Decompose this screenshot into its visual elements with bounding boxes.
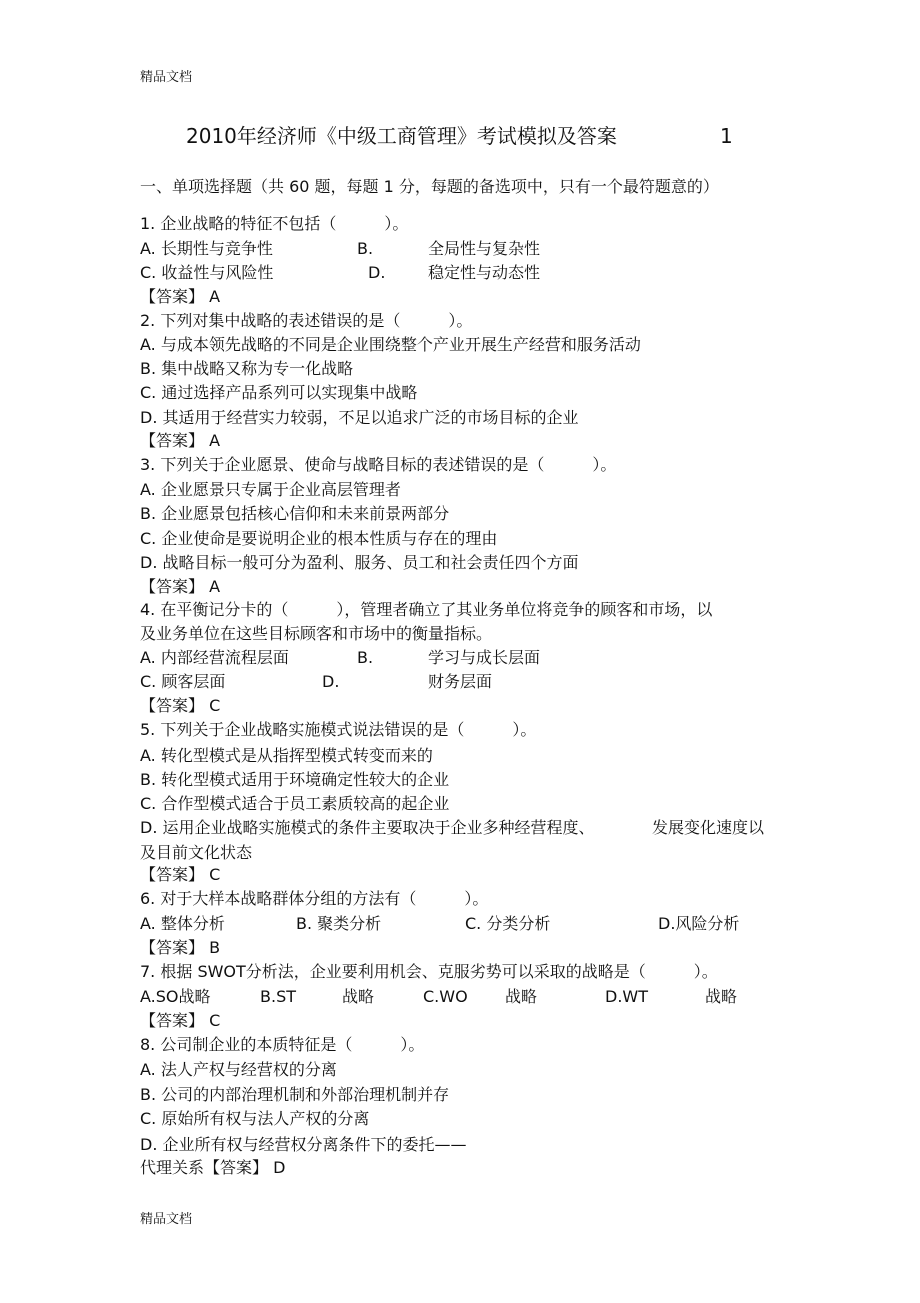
question-3-option-a: A. 企业愿景只专属于企业高层管理者 bbox=[140, 480, 401, 499]
question-3-stem: 3. 下列关于企业愿景、使命与战略目标的表述错误的是（ ）。 bbox=[140, 455, 617, 474]
question-2-option-a: A. 与成本领先战略的不同是企业围绕整个产业开展生产经营和服务活动 bbox=[140, 335, 641, 354]
question-4-option-d: 财务层面 bbox=[428, 672, 493, 691]
question-1-option-c: C. 收益性与风险性 bbox=[140, 263, 274, 282]
question-7-option-b: B.ST bbox=[260, 987, 296, 1006]
question-1-stem: 1. 企业战略的特征不包括（ ）。 bbox=[140, 214, 409, 233]
question-4-answer: 【答案】 C bbox=[140, 696, 221, 715]
question-4-option-d-letter: D. bbox=[322, 672, 340, 691]
question-1-option-b: 全局性与复杂性 bbox=[428, 239, 541, 258]
question-6-option-d: D.风险分析 bbox=[658, 914, 740, 933]
watermark-top: 精品文档 bbox=[140, 70, 193, 85]
question-6-stem: 6. 对于大样本战略群体分组的方法有（ ）。 bbox=[140, 889, 489, 908]
section-heading: 一、单项选择题（共 60 题，每题 1 分，每题的备选项中，只有一个最符题意的） bbox=[140, 177, 719, 196]
question-5-option-b: B. 转化型模式适用于环境确定性较大的企业 bbox=[140, 770, 450, 789]
question-7-stem: 7. 根据 SWOT分析法，企业要利用机会、克服劣势可以采取的战略是（ ）。 bbox=[140, 962, 718, 981]
question-2-option-c: C. 通过选择产品系列可以实现集中战略 bbox=[140, 383, 418, 402]
question-4-stem-line1: 4. 在平衡记分卡的（ ），管理者确立了其业务单位将竞争的顾客和市场，以 bbox=[140, 600, 713, 619]
question-5-option-d-part1: D. 运用企业战略实施模式的条件主要取决于企业多种经营程度、 bbox=[140, 818, 595, 837]
question-5-answer: 【答案】 C bbox=[140, 865, 221, 884]
question-2-stem: 2. 下列对集中战略的表述错误的是（ ）。 bbox=[140, 311, 473, 330]
question-1-option-a: A. 长期性与竞争性 bbox=[140, 239, 273, 258]
question-6-option-b: B. 聚类分析 bbox=[296, 914, 382, 933]
question-3-option-b: B. 企业愿景包括核心信仰和未来前景两部分 bbox=[140, 504, 450, 523]
question-5-stem: 5. 下列关于企业战略实施模式说法错误的是（ ）。 bbox=[140, 720, 537, 739]
question-7-option-b-suffix: 战略 bbox=[342, 987, 375, 1006]
question-1-option-d: 稳定性与动态性 bbox=[428, 263, 541, 282]
question-8-option-d-line2: 代理关系【答案】 D bbox=[140, 1158, 286, 1177]
question-6-answer: 【答案】 B bbox=[140, 938, 221, 957]
question-4-option-b-letter: B. bbox=[357, 648, 374, 667]
question-1-answer: 【答案】 A bbox=[140, 287, 221, 306]
question-3-answer: 【答案】 A bbox=[140, 577, 221, 596]
question-1-option-d-letter: D. bbox=[368, 263, 386, 282]
question-3-option-d: D. 战略目标一般可分为盈利、服务、员工和社会责任四个方面 bbox=[140, 553, 579, 572]
question-8-stem: 8. 公司制企业的本质特征是（ ）。 bbox=[140, 1035, 425, 1054]
question-8-option-d: D. 企业所有权与经营权分离条件下的委托—— bbox=[140, 1135, 467, 1154]
question-8-option-b: B. 公司的内部治理机制和外部治理机制并存 bbox=[140, 1085, 450, 1104]
question-5-option-c: C. 合作型模式适合于员工素质较高的起企业 bbox=[140, 794, 450, 813]
question-2-option-b: B. 集中战略又称为专一化战略 bbox=[140, 359, 354, 378]
question-4-option-c: C. 顾客层面 bbox=[140, 672, 226, 691]
question-2-answer: 【答案】 A bbox=[140, 431, 221, 450]
page-title: 2010年经济师《中级工商管理》考试模拟及答案 bbox=[186, 124, 617, 148]
question-7-option-d: D.WT bbox=[605, 987, 648, 1006]
question-7-option-d-suffix: 战略 bbox=[705, 987, 738, 1006]
question-8-option-a: A. 法人产权与经营权的分离 bbox=[140, 1060, 337, 1079]
question-5-option-a: A. 转化型模式是从指挥型模式转变而来的 bbox=[140, 746, 433, 765]
question-4-option-b: 学习与成长层面 bbox=[428, 648, 541, 667]
question-5-option-d-line2: 及目前文化状态 bbox=[140, 843, 253, 862]
question-2-option-d: D. 其适用于经营实力较弱，不足以追求广泛的市场目标的企业 bbox=[140, 408, 579, 427]
question-7-option-a: A.SO战略 bbox=[140, 987, 211, 1006]
question-4-option-a: A. 内部经营流程层面 bbox=[140, 648, 289, 667]
question-1-option-b-letter: B. bbox=[357, 239, 374, 258]
question-7-option-c: C.WO bbox=[423, 987, 468, 1006]
question-3-option-c: C. 企业使命是要说明企业的根本性质与存在的理由 bbox=[140, 529, 498, 548]
question-7-answer: 【答案】 C bbox=[140, 1011, 221, 1030]
question-6-option-c: C. 分类分析 bbox=[465, 914, 551, 933]
question-5-option-d-part2: 发展变化速度以 bbox=[652, 818, 765, 837]
question-7-option-c-suffix: 战略 bbox=[505, 987, 538, 1006]
page-title-number: 1 bbox=[720, 124, 733, 148]
question-4-stem-line2: 及业务单位在这些目标顾客和市场中的衡量指标。 bbox=[140, 624, 493, 643]
question-8-option-c: C. 原始所有权与法人产权的分离 bbox=[140, 1109, 370, 1128]
question-6-option-a: A. 整体分析 bbox=[140, 914, 225, 933]
watermark-bottom: 精品文档 bbox=[140, 1212, 193, 1227]
